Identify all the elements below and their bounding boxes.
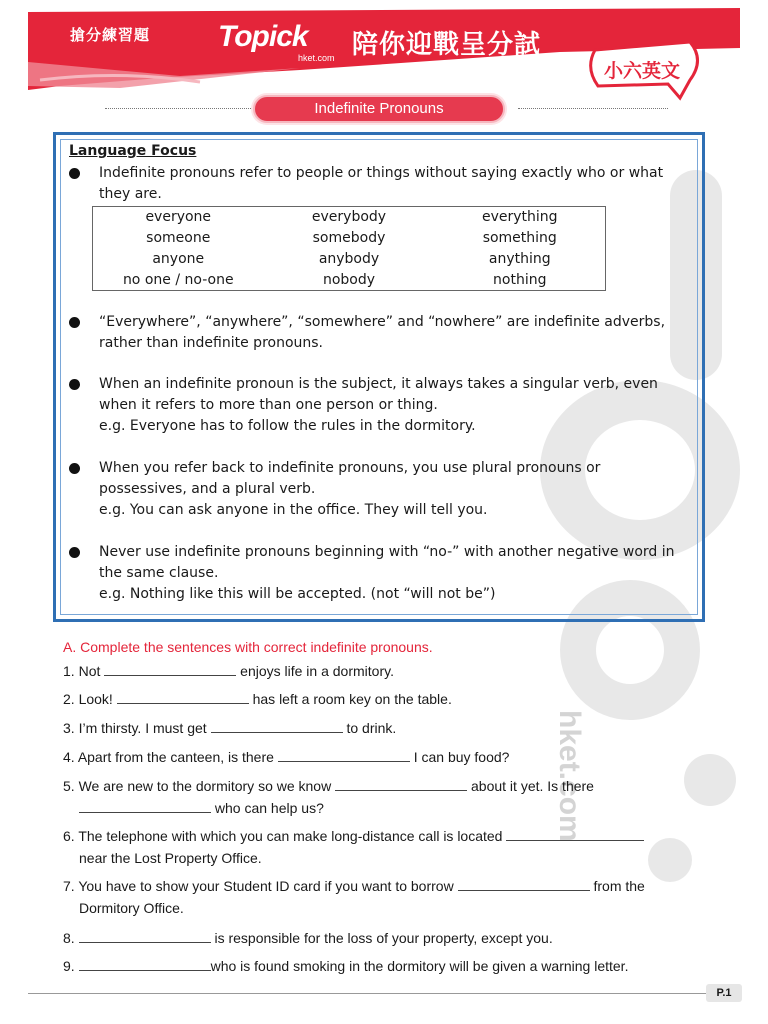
- topic-divider-right: [518, 108, 668, 109]
- table-row: someone somebody something: [146, 230, 557, 246]
- question-7: 7. You have to show your Student ID card if you want to borrow from the Dormitory Office.: [63, 878, 645, 916]
- answer-blank[interactable]: [458, 877, 590, 891]
- answer-blank[interactable]: [335, 777, 467, 791]
- table-row: no one / no-one nobody nothing: [122, 271, 547, 288]
- watermark-text: hket.com: [553, 710, 586, 842]
- answer-blank[interactable]: [79, 929, 211, 943]
- exercise-label: 搶分練習題: [70, 26, 151, 44]
- topick-logo: Topick: [218, 20, 308, 53]
- bullet-icon: [69, 168, 80, 179]
- bullet-icon: [69, 463, 80, 474]
- bullet-icon: [69, 317, 80, 328]
- question-9: 9. who is found smoking in the dormitory will be given a warning letter.: [63, 958, 629, 974]
- answer-blank[interactable]: [506, 827, 644, 841]
- question-2: 2. Look! has left a room key on the table.: [63, 691, 452, 707]
- footer-divider: [28, 993, 728, 994]
- answer-blank[interactable]: [104, 662, 236, 676]
- answer-blank[interactable]: [211, 719, 343, 733]
- question-1: 1. Not enjoys life in a dormitory.: [63, 663, 394, 679]
- answer-blank[interactable]: [79, 957, 211, 971]
- level-badge: 小六英文: [603, 60, 680, 82]
- exercise-title: A. Complete the sentences with correct indefinite pronouns.: [63, 639, 433, 655]
- answer-blank[interactable]: [117, 690, 249, 704]
- question-4: 4. Apart from the canteen, is there I can buy food?: [63, 749, 510, 765]
- answer-blank[interactable]: [278, 748, 410, 762]
- topic-divider-left: [105, 108, 255, 109]
- indefinite-pronoun-table: [92, 206, 606, 291]
- table-row: everyone everybody everything: [145, 209, 558, 226]
- question-6: 6. The telephone with which you can make long-distance call is located near the Lost Property Office.: [63, 825, 644, 869]
- topic-title: Indefinite Pronouns: [253, 95, 505, 123]
- question-3: 3. I’m thirsty. I must get to drink.: [63, 720, 397, 736]
- header-slogan: 陪你迎戰呈分試: [352, 30, 542, 60]
- bullet-icon: [69, 379, 80, 390]
- table-row: anyone anybody anything: [152, 251, 551, 267]
- logo-subtext: hket.com: [298, 53, 335, 63]
- answer-blank[interactable]: [79, 799, 211, 813]
- question-8: 8. is responsible for the loss of your property, except you.: [63, 930, 553, 946]
- language-focus-title: Language Focus: [69, 143, 197, 159]
- question-5: 5. We are new to the dormitory so we know about it yet. Is there who can help us?: [63, 778, 594, 816]
- bullet-icon: [69, 547, 80, 558]
- page-number: P.1: [706, 984, 742, 1002]
